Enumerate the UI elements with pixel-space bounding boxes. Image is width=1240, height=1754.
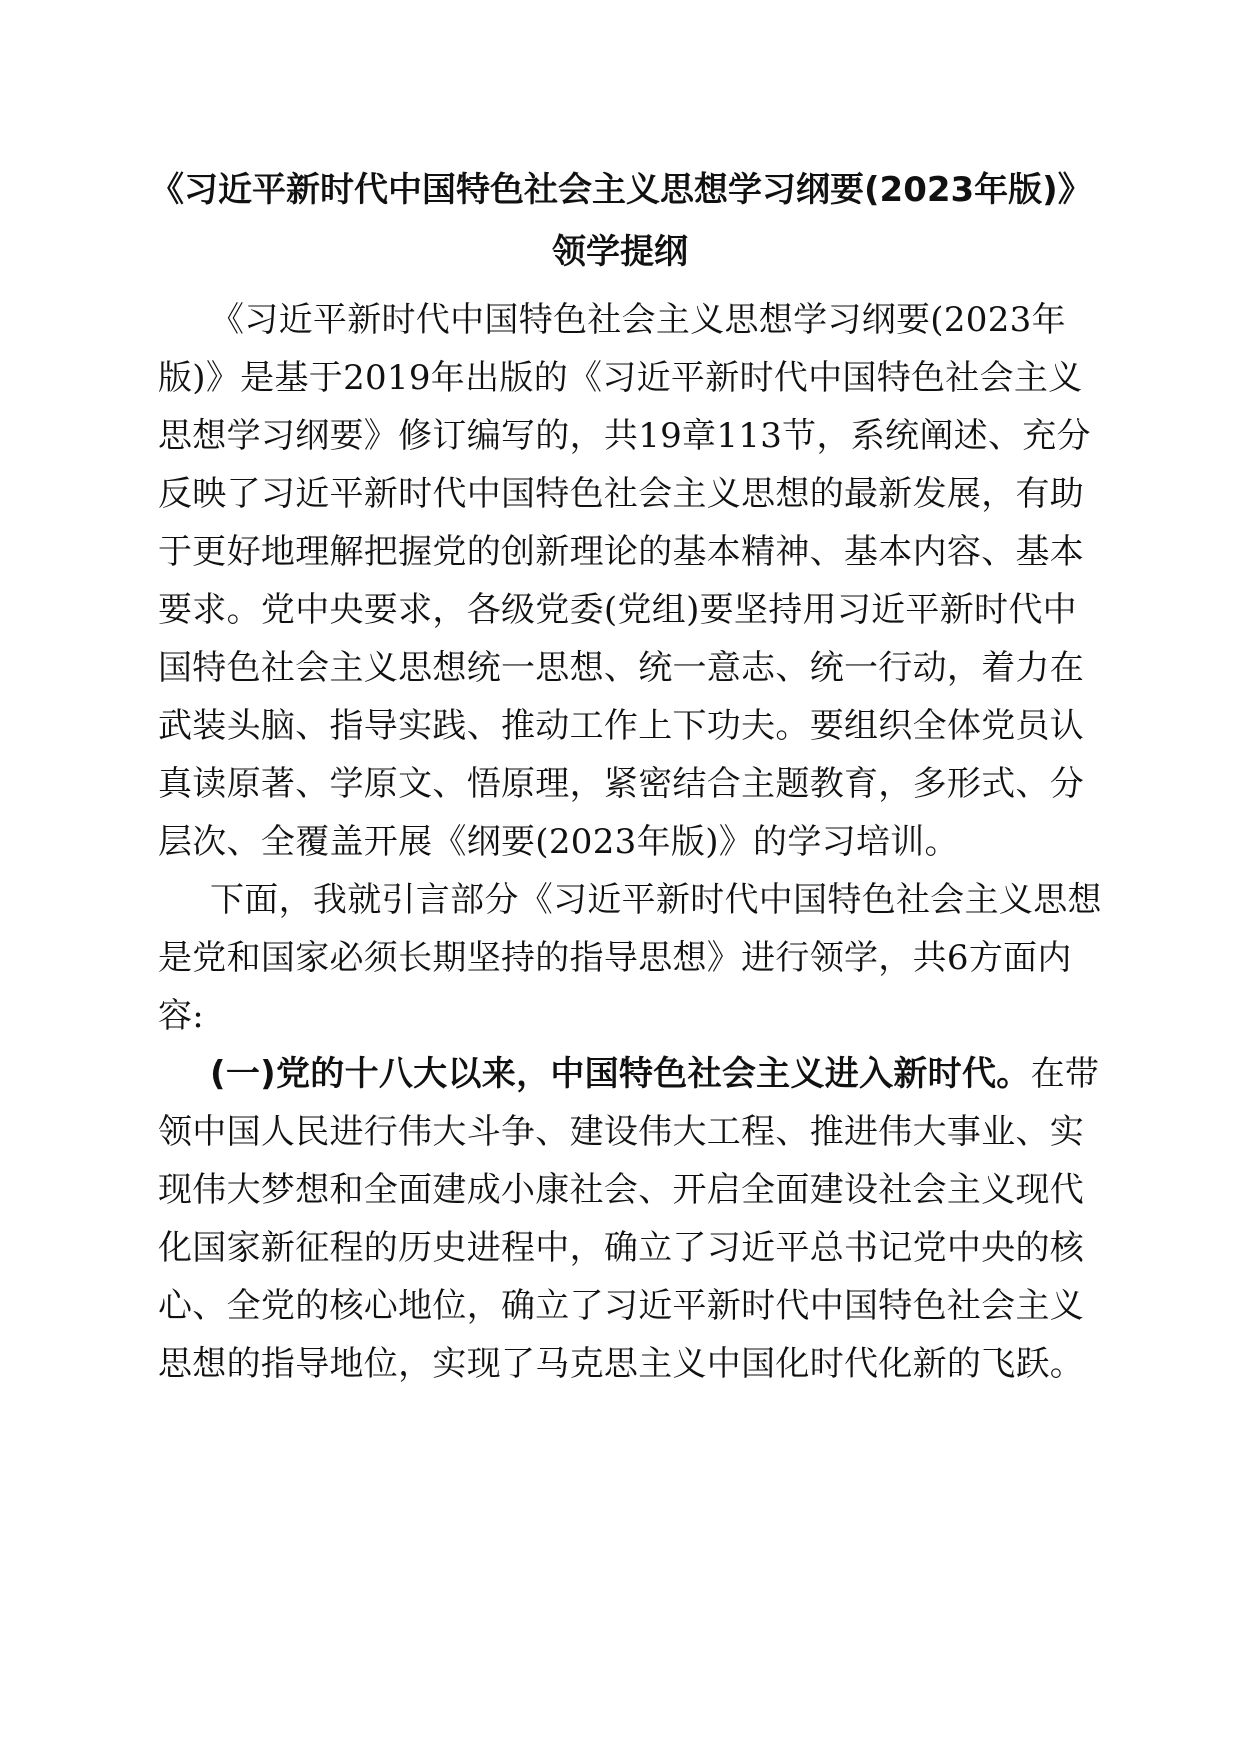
section-1-line: 领中国人民进行伟大斗争、建设伟大工程、推进伟大事业、实 <box>158 1112 1085 1152</box>
section-1-line: 思想的指导地位，实现了马克思主义中国化时代化新的飞跃。 <box>158 1344 1085 1384</box>
paragraph-1-line: 思想学习纲要》修订编写的，共19章113节，系统阐述、充分 <box>158 416 1091 456</box>
section-1-line: 化国家新征程的历史进程中，确立了习近平总书记党中央的核 <box>158 1228 1085 1268</box>
paragraph-1-line: 国特色社会主义思想统一思想、统一意志、统一行动，着力在 <box>158 648 1085 688</box>
paragraph-1-line: 《习近平新时代中国特色社会主义思想学习纲要(2023年 <box>210 300 1066 340</box>
paragraph-1-line: 武装头脑、指导实践、推动工作上下功夫。要组织全体党员认 <box>158 706 1085 746</box>
paragraph-1-line: 反映了习近平新时代中国特色社会主义思想的最新发展，有助 <box>158 474 1085 514</box>
document-title: 《习近平新时代中国特色社会主义思想学习纲要(2023年版)》 <box>150 170 1092 210</box>
paragraph-1-line: 层次、全覆盖开展《纲要(2023年版)》的学习培训。 <box>158 822 959 862</box>
paragraph-2-line: 下面，我就引言部分《习近平新时代中国特色社会主义思想 <box>210 880 1102 920</box>
section-1-line: 心、全党的核心地位，确立了习近平新时代中国特色社会主义 <box>158 1286 1085 1326</box>
section-1-line: 现伟大梦想和全面建成小康社会、开启全面建设社会主义现代 <box>158 1170 1085 1210</box>
paragraph-2-line: 是党和国家必须长期坚持的指导思想》进行领学，共6方面内 <box>158 938 1072 978</box>
document-subtitle: 领学提纲 <box>552 232 688 272</box>
paragraph-1-line: 真读原著、学原文、悟原理，紧密结合主题教育，多形式、分 <box>158 764 1085 804</box>
paragraph-1-line: 于更好地理解把握党的创新理论的基本精神、基本内容、基本 <box>158 532 1085 572</box>
paragraph-1-line: 要求。党中央要求，各级党委(党组)要坚持用习近平新时代中 <box>158 590 1077 630</box>
section-1-first-line <box>210 1052 1099 1096</box>
paragraph-2-line: 容: <box>158 996 205 1036</box>
section-1-heading: (一)党的十八大以来，中国特色社会主义进入新时代。 <box>210 1054 1031 1094</box>
section-1-first-line-rest: 在带 <box>1030 1054 1100 1094</box>
paragraph-1-line: 版)》是基于2019年出版的《习近平新时代中国特色社会主义 <box>158 358 1083 398</box>
